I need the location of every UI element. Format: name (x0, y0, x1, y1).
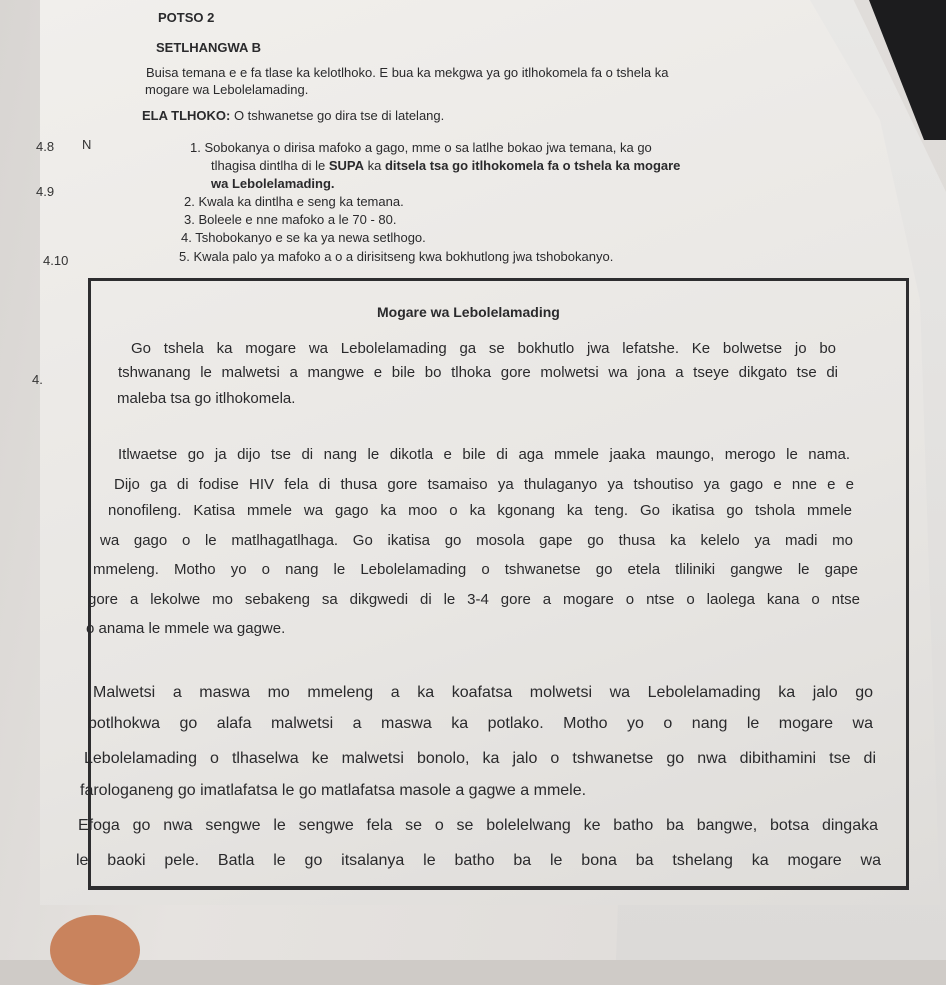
passage-line: o anama le mmele wa gagwe. (86, 620, 286, 637)
task-emphasis: ditsela tsa go itlhokomela fa o tshela ka mogare (384, 158, 681, 173)
note-label: ELA TLHOKO: (142, 108, 231, 123)
passage-line: farologaneng go imatlafatsa le go matlafatsa masole a gagwe a mmele. (80, 782, 587, 799)
passage-line: Efoga go nwa sengwe le sengwe fela se o se bolelelwang ke batho ba bangwe, botsa dingaka (78, 817, 878, 834)
passage-line: Lebolelamading o tlhaselwa ke malwetsi bonolo, ka jalo o tshwanetse go nwa dibithamini tse di (84, 750, 876, 767)
margin-label: 4.8 (36, 139, 55, 154)
task-3: 3. Boleele e nne mafoko a le 70 - 80. (184, 212, 397, 227)
task-text: ka (363, 158, 385, 173)
task-4: 4. Tshobokanyo e se ka ya newa setlhogo. (181, 230, 426, 245)
passage-line: le baoki pele. Batla le go itsalanya le batho ba le bona ba tshelang ka mogare wa (76, 852, 881, 869)
passage-line: gore a lekolwe mo sebakeng sa dikgwedi di le 3-4 gore a mogare o ntse o laolega kana o ntse (88, 591, 860, 608)
instruction-line-1: Buisa temana e e fa tlase ka kelotlhoko. E bua ka mekgwa ya go itlhokomela fa o tshela ka (146, 65, 669, 80)
margin-label: 4. (32, 372, 43, 387)
task-5: 5. Kwala palo ya mafoko a o a dirisitseng kwa bokhutlong jwa tshobokanyo. (179, 249, 614, 264)
margin-label: 4.9 (36, 184, 55, 199)
instruction-line-2: mogare wa Lebolelamading. (145, 82, 309, 97)
task-2: 2. Kwala ka dintlha e seng ka temana. (184, 194, 404, 209)
passage-line: tshwanang le malwetsi a mangwe e bile bo tlhoka gore molwetsi wa jona a tseye dikgato tse di (118, 364, 838, 381)
passage-title: Mogare wa Lebolelamading (377, 304, 560, 320)
question-number: POTSO 2 (158, 10, 215, 25)
passage-line: Malwetsi a maswa mo mmeleng a ka koafatsa molwetsi wa Lebolelamading ka jalo go (93, 684, 873, 701)
passage-line: Dijo ga di fodise HIV fela di thusa gore tsamaiso ya thulaganyo ya tshoutiso ya gago e nne e e (114, 476, 854, 493)
passage-line: maleba tsa go itlhokomela. (117, 390, 296, 407)
task-text: tlhagisa dintlha di le (211, 158, 329, 173)
section-title: SETLHANGWA B (156, 40, 261, 55)
finger (50, 915, 140, 985)
passage-line: botlhokwa go alafa malwetsi a maswa ka potlako. Motho yo o nang le mogare wa (88, 715, 873, 732)
task-1-line-1: 1. Sobokanya o dirisa mafoko a gago, mme o sa latlhe bokao jwa temana, ka go (190, 140, 652, 155)
passage-line: mmeleng. Motho yo o nang le Lebolelamading o tshwanetse go etela tliliniki gangwe le gape (93, 561, 858, 578)
margin-label: 4.10 (43, 253, 69, 268)
task-1-line-2 (211, 158, 680, 173)
passage-line: Go tshela ka mogare wa Lebolelamading ga se bokhutlo jwa lefatshe. Ke bolwetse jo bo (131, 340, 836, 357)
note-text: O tshwanetse go dira tse di latelang. (230, 108, 445, 123)
note (142, 108, 444, 123)
task-1-line-3: wa Lebolelamading. (211, 176, 335, 191)
margin-label: N (82, 137, 92, 152)
passage-line: wa gago o le matlhagatlhaga. Go ikatisa go mosola gape go thusa ka kelelo ya madi mo (100, 532, 853, 549)
passage-line: nonofileng. Katisa mmele wa gago ka moo o ka kgonang ka teng. Go ikatisa go tshola mmele (108, 502, 852, 519)
passage-line: Itlwaetse go ja dijo tse di nang le dikotla e bile di aga mmele jaaka maungo, merogo le nama. (118, 446, 850, 463)
task-emphasis: SUPA (328, 158, 364, 173)
